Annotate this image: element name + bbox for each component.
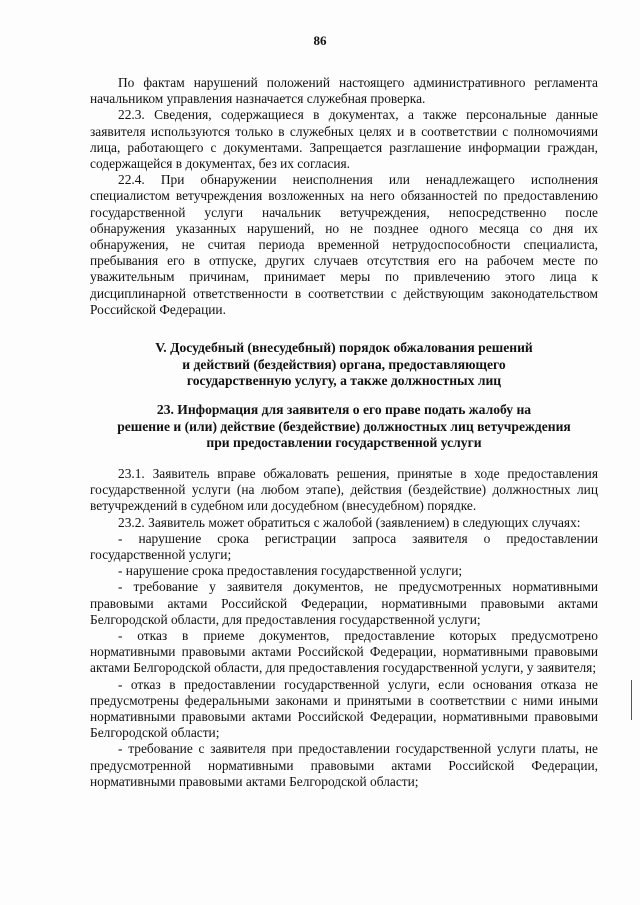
paragraph-22-4: 22.4. При обнаружении неисполнения или ненадлежащего исполнения специалистом ветучреждения возложенных на него обязанностей по предоставлению государственной услуги начальник ветучреждения, непосредственно после обнаружения указанных нарушений, но не позднее одного месяца со дня их обнаружения, не считая периода временной нетрудоспособности специалиста, пребывания его в отпуске, других случаев отсутствия его на рабочем месте по уважительным причинам, принимает меры по привлечению этого лица к дисциплинарной ответственности в соответствии с действующим законодательством Российской Федерации. [90,172,598,317]
paragraph-23-1: 23.1. Заявитель вправе обжаловать решения, принятые в ходе предоставления государственной услуги (на любом этапе), действия (бездействие) должностных лиц ветучреждений в судебном или досудебном (внесудебном) порядке. [90,466,598,514]
list-item: - требование у заявителя документов, не предусмотренных нормативными правовыми актами Российской Федерации, нормативными правовыми актами Белгородской области, для предоставления государственной услуги; [90,579,598,627]
heading-line: решение и (или) действие (бездействие) должностных лиц ветучреждения [117,418,571,434]
heading-line: 23. Информация для заявителя о его праве подать жалобу на [156,402,532,417]
list-item: - отказ в приеме документов, предоставление которых предусмотрено нормативными правовыми актами Российской Федерации, нормативными правовыми актами Белгородской области, для предоставления государственной услуги, у заявителя; [90,628,598,676]
heading-line: и действий (бездействия) органа, предоставляющего [182,356,506,372]
subsection-23-heading [90,402,598,452]
list-item: - отказ в предоставлении государственной услуги, если основания отказа не предусмотрены федеральными законами и принятыми в соответствии с ними иными нормативными правовыми актами Российской Федерации, нормативными правовыми Белгородской области; [90,676,598,741]
paragraph: По фактам нарушений положений настоящего административного регламента начальником управления назначается служебная проверка. [90,75,598,107]
list-item: - нарушение срока предоставления государственной услуги; [118,563,463,579]
list-item: - нарушение срока регистрации запроса заявителя о предоставлении государственной услуги; [90,530,598,563]
paragraph-22-3: 22.3. Сведения, содержащиеся в документах, а также персональные данные заявителя используются только в служебных целях и в соответствии с полномочиями лица, работающего с документами. Запрещается разглашение информации граждан, содержащейся в документах, без их согласия. [90,107,598,172]
heading-line: V. Досудебный (внесудебный) порядок обжалования решений [155,340,533,355]
section-v-heading [90,340,598,390]
list-item: - требование с заявителя при предоставлении государственной услуги платы, не предусмотренной нормативными правовыми актами Российской Федерации, нормативными правовыми актами Белгородской области; [90,741,598,789]
page-number: 86 [313,33,327,48]
heading-line: при предоставлении государственной услуги [206,435,482,450]
heading-line: государственную услугу, а также должностных лиц [186,373,502,388]
scan-edge-mark [631,680,632,720]
text-block-regulation-23 [90,466,598,790]
paragraph-23-2: 23.2. Заявитель может обратиться с жалобой (заявлением) в следующих случаях: [118,514,581,530]
text-block-regulation-22 [90,75,598,318]
